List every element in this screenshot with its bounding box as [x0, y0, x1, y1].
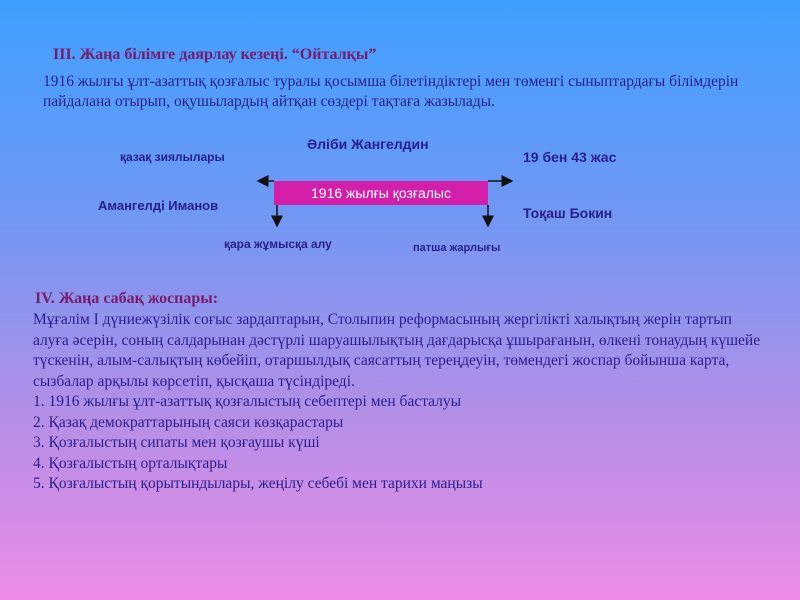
section4-title: IV. Жаңа сабақ жоспары:	[35, 290, 219, 307]
section3-text: 1916 жылғы ұлт-азаттық қозғалыс туралы қосымша білетіндіктері мен төменгі сыныптардағы білімдерін пайдалана отырып, оқушылардың айтқан сөздері тақтаға жазылады.	[43, 73, 739, 110]
diagram-top-right: 19 бен 43 жас	[523, 149, 617, 165]
diagram-top-center: Әліби Жангелдин	[307, 136, 429, 152]
section4-intro: Мұғалім I дүниежүзілік соғыс зардаптарын, Столыпин реформасының жергілікті халықтың жерін тартып алуға әсерін, соның салдарынан дәстүрлі шаруашылықтың дағдарысқа ұшырағанын, өлкені тонаудың күшейе түскенін, алым-салықтың көбейіп, отаршылдық саясаттың тереңдеуін, төмендегі жоспар бойынша карта, сызбалар арқылы көрсетіп, қысқаша түсіндіреді.	[33, 311, 761, 390]
plan-item: 5. Қозғалыстың қорытындылары, жеңілу себебі мен тарихи маңызы	[33, 475, 483, 492]
section4-body	[33, 310, 763, 495]
plan-list	[33, 392, 763, 495]
diagram-top-left: қазақ зиялылары	[120, 150, 225, 164]
diagram-bottom-left: қара жұмысқа алу	[224, 237, 332, 251]
plan-item: 4. Қозғалыстың орталықтары	[33, 454, 228, 472]
diagram-mid-left: Амангелді Иманов	[98, 198, 219, 213]
section3-title: III. Жаңа білімге даярлау кезеңі. “Ойталқы”	[53, 46, 377, 63]
plan-item: 3. Қозғалыстың сипаты мен қозғаушы күші	[33, 434, 320, 451]
diagram-center-box: 1916 жылғы қозғалыс	[274, 181, 488, 205]
plan-item: 1. 1916 жылғы ұлт-азаттық қозғалыстың себептері мен басталуы	[33, 393, 462, 410]
diagram-mid-right: Тоқаш Бокин	[523, 205, 613, 221]
diagram-bottom-right: патша жарлығы	[413, 242, 501, 254]
plan-item: 2. Қазақ демократтарының саяси көзқарастары	[33, 413, 344, 431]
